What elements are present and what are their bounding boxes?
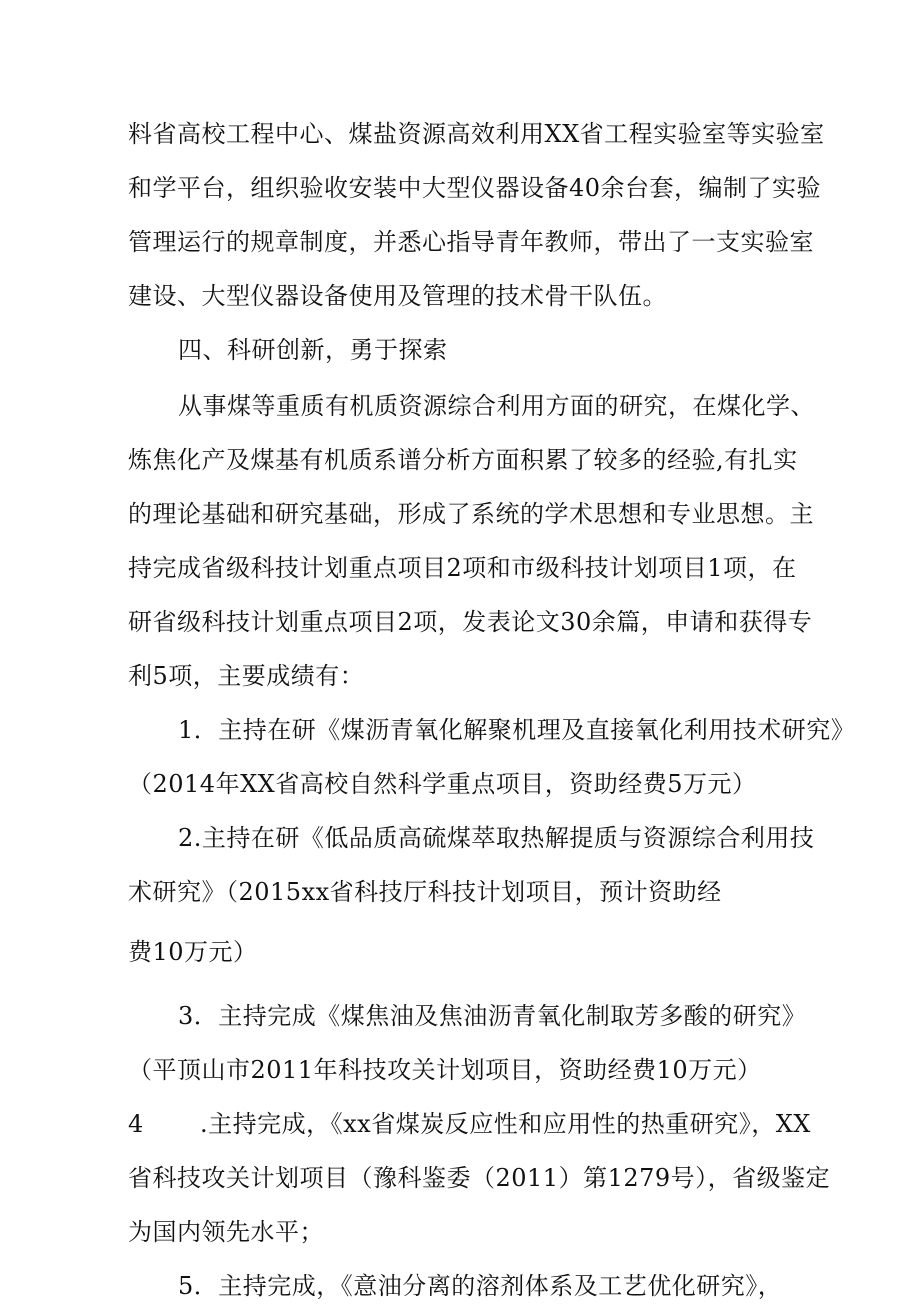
body-text-line: 建设、大型仪器设备使用及管理的技术骨干队伍。 bbox=[128, 282, 667, 310]
list-item-3: 3．主持完成《煤焦油及焦油沥青氧化制取芳多酸的研究》 bbox=[178, 1002, 807, 1030]
body-text-line: 研省级科技计划重点项目2项，发表论文30余篇，申请和获得专 bbox=[128, 608, 813, 636]
list-item-1: 1．主持在研《煤沥青氧化解聚机理及直接氧化利用技术研究》 bbox=[178, 716, 856, 744]
body-text-line: 炼焦化产及煤基有机质系谱分析方面积累了较多的经验,有扎实 bbox=[128, 446, 798, 474]
section-heading: 四、科研创新，勇于探索 bbox=[178, 336, 448, 364]
list-item-2: 2.主持在研《低品质高硫煤萃取热解提质与资源综合利用技 bbox=[178, 824, 815, 852]
body-text-line: 管理运行的规章制度，并悉心指导青年教师，带出了一支实验室 bbox=[128, 228, 814, 256]
list-item-2-detail: 费10万元） bbox=[128, 938, 258, 966]
list-item-1-detail: （2014年XX省高校自然科学重点项目，资助经费5万元） bbox=[128, 770, 757, 798]
body-text-line: 持完成省级科技计划重点项目2项和市级科技计划项目1项，在 bbox=[128, 554, 797, 582]
body-text-line: 的理论基础和研究基础，形成了系统的学术思想和专业思想。主 bbox=[128, 500, 814, 528]
body-text-line: 利5项，主要成绩有： bbox=[128, 662, 365, 690]
list-item-3-detail: （平顶山市2011年科技攻关计划项目，资助经费10万元） bbox=[128, 1056, 762, 1084]
list-item-4-number: 4 bbox=[128, 1110, 144, 1138]
body-text-line: 和学平台，组织验收安装中大型仪器设备40余台套，编制了实验 bbox=[128, 174, 822, 202]
list-item-4: .主持完成，《xx省煤炭反应性和应用性的热重研究》，XX bbox=[200, 1110, 811, 1138]
list-item-5: 5．主持完成，《意油分离的溶剂体系及工艺优化研究》， bbox=[178, 1272, 783, 1300]
list-item-4-detail: 省科技攻关计划项目（豫科鉴委（2011）第1279号），省级鉴定 bbox=[128, 1164, 831, 1192]
body-text-line: 料省高校工程中心、煤盐资源高效利用XX省工程实验室等实验室 bbox=[128, 120, 825, 148]
list-item-2-detail: 术研究》（2015xx省科技厅科技计划项目，预计资助经 bbox=[128, 878, 722, 906]
body-text-line: 从事煤等重质有机质资源综合利用方面的研究，在煤化学、 bbox=[178, 392, 815, 420]
list-item-4-detail: 为国内领先水平； bbox=[128, 1218, 324, 1246]
